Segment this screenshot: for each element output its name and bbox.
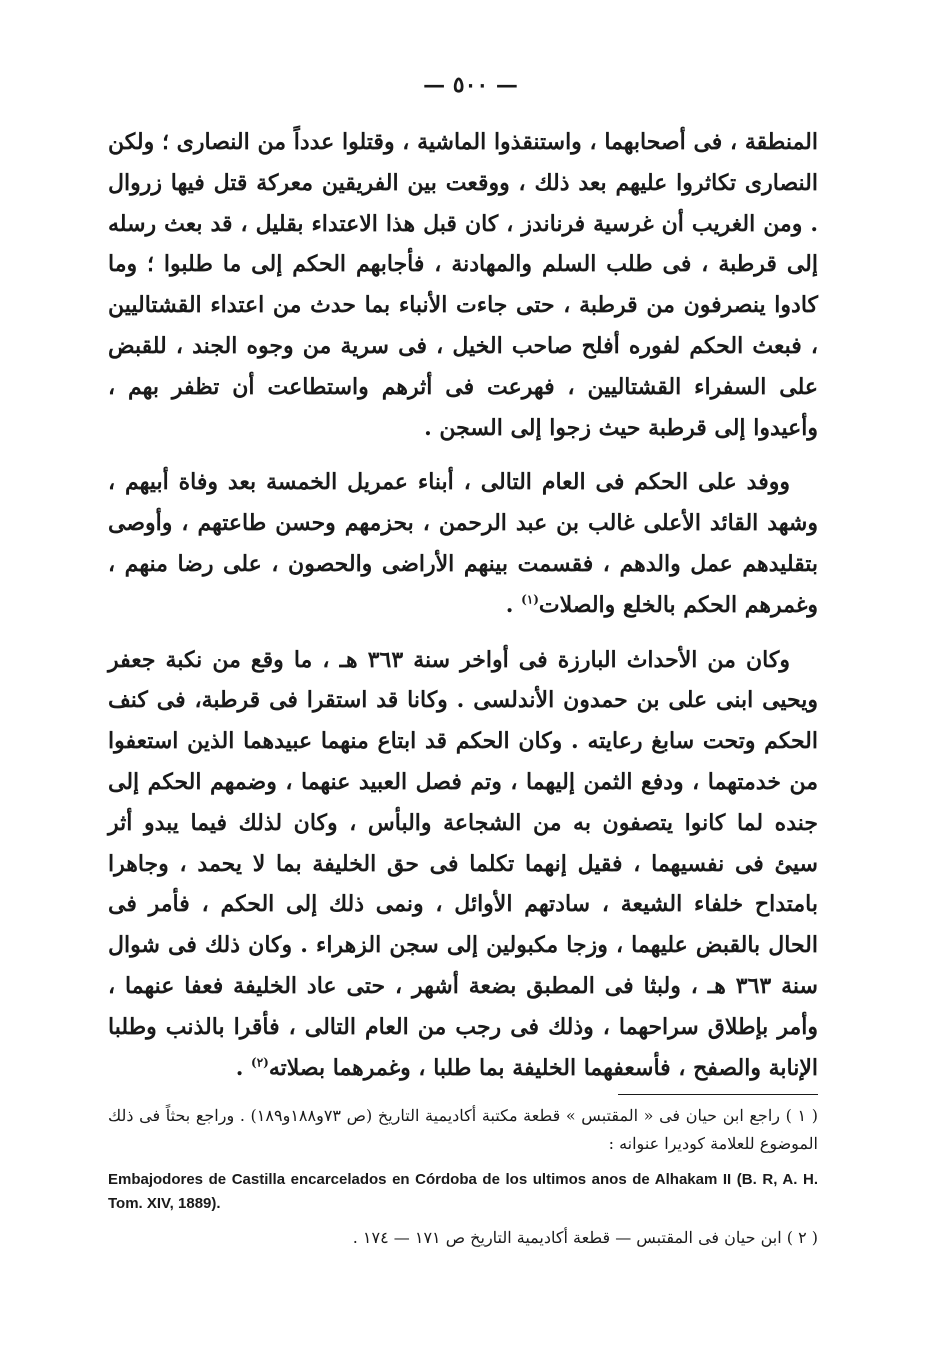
paragraph-3-text: وكان من الأحداث البارزة فى أواخر سنة ٣٦٣ هـ ، ما وقع من نكبة جعفر ويحيى ابنى على بن حمدون الأندلسى . وكانا قد استقرا فى قرطبة، فى كنف الحكم وتحت سابغ رعايته . وكان الحكم قد ابتاع منهما عبيدهما الذين استعفوا من خدمتهما ، ودفع الثمن إليهما ، وتم فصل العبيد عنهما ، وضمهم الحكم إلى جنده لما كانوا يتصفون به من الشجاعة والبأس ، وكان لذلك فيما يبدو أثر سيئ فى نفسيهما ، فقيل إنهما تكلما فى حق الخليفة بما لا يحمد ، وجاهرا بامتداح خلفاء الشيعة ، سادتهم الأوائل ، ونمى ذلك إلى الحكم ، فأمر فى الحال بالقبض عليهما ، وزجا مكبولين إلى سجن الزهراء . وكان ذلك فى شوال سنة ٣٦٣ هـ ، ولبثا فى المطبق بضعة أشهر ، حتى عاد الخليفة فعفا عنهما ، وأمر بإطلاق سراحهما ، وذلك فى رجب من العام التالى ، فأقرا بالذنب وطلبا الإنابة والصفح ، فأسعفهما الخليفة بما طلبا ، وغمرهما بصلاته <box>108 646 818 1081</box>
footnote-ref-1[interactable]: (١) <box>521 592 539 607</box>
paragraph-3 <box>108 640 818 1089</box>
footnote-1-latin-citation: Embajodores de Castilla encarcelados en Córdoba de los ultimos anos de Alhakam II (B. R, A. H. Tom. XIV, 1889). <box>108 1171 818 1212</box>
paragraph-2-text: ووفد على الحكم فى العام التالى ، أبناء عمريل الخمسة بعد وفاة أبيهم ، وشهد القائد الأعلى غالب بن عبد الرحمن ، بحزمهم وحسن طاعتهم ، وأوصى بتقليدهم عمل والدهم ، فقسمت بينهم الأراضى والحصون ، على رضا منهم ، وغمرهم الحكم بالخلع والصلات <box>108 469 818 618</box>
footnote-divider <box>618 1094 818 1095</box>
footnotes <box>108 1102 818 1252</box>
main-text <box>108 122 818 1102</box>
paragraph-1: المنطقة ، فى أصحابهما ، واستنقذوا الماشية ، وقتلوا عدداً من النصارى ؛ ولكن النصارى تكاثروا عليهم بعد ذلك ، ووقعت بين الفريقين معركة قتل فيها زروال . ومن الغريب أن غرسية فرناندز ، كان قبل هذا الاعتداء بقليل ، قد بعث رسله إلى قرطبة ، فى طلب السلم والمهادنة ، فأجابهم الحكم إلى ما طلبوا ؛ وما كادوا ينصرفون من قرطبة ، حتى جاءت الأنباء بما حدث من اعتداء القشتاليين ، فبعث الحكم لفوره أفلح صاحب الخيل ، فى سرية من وجوه الجند ، للقبض على السفراء القشتاليين ، فهرعت فى أثرهم واستطاعت أن تظفر بهم ، وأعيدوا إلى قرطبة حيث زجوا إلى السجن . <box>108 129 818 441</box>
paragraph-3-end: . <box>235 1054 252 1081</box>
footnote-1-arabic: ( ١ ) راجع ابن حيان فى « المقتبس » قطعة مكتبة أكاديمية التاريخ (ص ٧٣و١٨٨و١٨٩) . وراجع بحثاً فى ذلك الموضوع للعلامة كوديرا عنوانه : <box>108 1106 819 1153</box>
page-number: — ٥٠٠ — <box>423 72 518 98</box>
footnote-ref-2[interactable]: (٢) <box>251 1055 269 1070</box>
footnote-2-arabic: ( ٢ ) ابن حيان فى المقتبس — قطعة أكاديمية التاريخ ص ١٧١ — ١٧٤ . <box>352 1228 818 1247</box>
paragraph-2 <box>108 462 818 625</box>
paragraph-2-end: . <box>505 591 522 618</box>
